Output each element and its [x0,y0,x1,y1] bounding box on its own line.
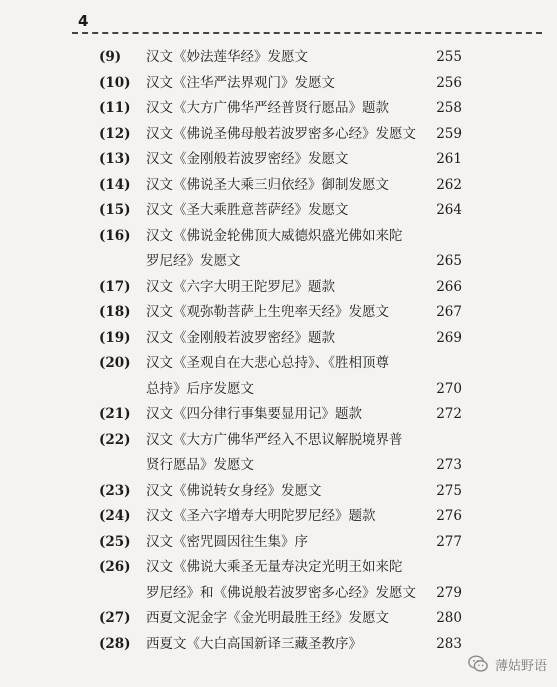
entry-page-number: 280 [436,610,462,626]
entry-number: (12) [99,125,131,142]
entry-page-number: 279 [436,584,462,601]
entry-page-number: 275 [436,482,462,499]
entry-title: 汉文《密咒圆因往生集》序 [146,533,308,550]
entry-title: 罗尼经》发愿文 [146,253,241,269]
toc-line [0,122,557,148]
entry-title: 汉文《金刚般若波罗密经》题款 [146,329,335,346]
toc-line [0,402,557,428]
entry-number: (18) [99,304,131,320]
entry-number: (22) [99,431,131,448]
entry-number: (11) [99,100,131,116]
toc-line [0,275,557,301]
toc-line [0,224,557,250]
entry-number: (24) [99,508,131,524]
entry-title: 汉文《佛说圣大乘三归依经》御制发愿文 [146,176,389,193]
toc-entry [0,326,557,352]
toc-line [0,504,557,530]
toc-line [0,198,557,224]
toc-entry [0,71,557,97]
entry-number: (25) [99,533,131,550]
toc-entry [0,147,557,173]
entry-page-number: 261 [436,151,462,167]
entry-page-number: 272 [436,406,462,422]
entry-title: 西夏文《大白高国新译三藏圣教序》 [146,635,362,652]
toc-line [0,351,557,377]
entry-title: 汉文《大方广佛华严经入不思议解脱境界普 [146,431,403,448]
toc-line [0,71,557,97]
toc-entry [0,224,557,275]
toc-line [0,377,557,403]
toc-line [0,147,557,173]
entry-title: 汉文《佛说圣佛母般若波罗密多心经》发愿文 [146,125,416,142]
toc-entry [0,530,557,556]
entry-title: 罗尼经》和《佛说般若波罗密多心经》发愿文 [146,584,416,601]
toc-entry [0,300,557,326]
entry-title: 汉文《佛说转女身经》发愿文 [146,482,322,499]
watermark-text: 薄姑野语 [494,658,547,674]
toc-line [0,173,557,199]
entry-title: 汉文《佛说金轮佛顶大威德炽盛光佛如来陀 [146,227,403,244]
entry-title: 汉文《金刚般若波罗密经》发愿文 [146,151,349,167]
entry-page-number: 255 [436,49,462,65]
entry-number: (21) [99,406,131,422]
toc-line [0,530,557,556]
toc-entry [0,173,557,199]
entry-number: (19) [99,329,131,346]
toc-line [0,45,557,71]
toc-line [0,96,557,122]
toc-entry [0,402,557,428]
entry-number: (9) [99,49,122,65]
watermark [467,653,547,675]
entry-number: (26) [99,559,131,575]
entry-page-number: 265 [436,253,462,269]
toc-line [0,453,557,479]
entry-title: 汉文《妙法莲华经》发愿文 [146,49,308,65]
top-rule [72,32,542,34]
toc-entry [0,504,557,530]
toc-entry [0,606,557,632]
entry-number: (28) [99,635,131,652]
entry-number: (20) [99,355,131,371]
wechat-icon [467,653,489,675]
toc-line [0,428,557,454]
entry-title: 汉文《圣大乘胜意菩萨经》发愿文 [146,202,349,218]
toc-entry [0,275,557,301]
entry-page-number: 269 [436,329,462,346]
toc-entry [0,351,557,402]
entry-title: 汉文《观弥勒菩萨上生兜率天经》发愿文 [146,304,389,320]
page-mark: 4 [78,12,89,30]
entry-title: 汉文《大方广佛华严经普贤行愿品》题款 [146,100,389,116]
entry-number: (15) [99,202,131,218]
entry-page-number: 258 [436,100,462,116]
entry-title: 汉文《六字大明王陀罗尼》题款 [146,278,335,295]
toc-line [0,300,557,326]
entry-page-number: 266 [436,278,462,295]
toc-line [0,581,557,607]
entry-page-number: 277 [436,533,462,550]
entry-title: 贤行愿品》发愿文 [146,457,254,473]
entry-title: 西夏文泥金字《金光明最胜王经》发愿文 [146,610,389,626]
entry-page-number: 267 [436,304,462,320]
toc-line [0,326,557,352]
entry-title: 汉文《圣六字增寿大明陀罗尼经》题款 [146,508,376,524]
entry-title: 汉文《注华严法界观门》发愿文 [146,74,335,91]
entry-number: (10) [99,74,131,91]
entry-page-number: 259 [436,125,462,142]
entry-page-number: 262 [436,176,462,193]
entry-number: (17) [99,278,131,295]
toc-entry [0,428,557,479]
toc-entry [0,555,557,606]
toc-list [0,45,557,657]
entry-page-number: 283 [436,635,462,652]
toc-entry [0,122,557,148]
entry-page-number: 264 [436,202,462,218]
entry-title: 汉文《圣观自在大悲心总持》、《胜相顶尊 [146,355,389,371]
entry-page-number: 276 [436,508,462,524]
entry-page-number: 273 [436,457,462,473]
entry-number: (23) [99,482,131,499]
entry-page-number: 256 [436,74,462,91]
entry-number: (14) [99,176,131,193]
toc-entry [0,198,557,224]
entry-title: 汉文《四分律行事集要显用记》题款 [146,406,362,422]
toc-entry [0,479,557,505]
toc-line [0,249,557,275]
toc-line [0,606,557,632]
entry-number: (13) [99,151,131,167]
entry-number: (27) [99,610,131,626]
toc-entry [0,96,557,122]
toc-line [0,555,557,581]
toc-entry [0,45,557,71]
entry-number: (16) [99,227,131,244]
toc-line [0,479,557,505]
entry-page-number: 270 [436,380,462,397]
entry-title: 汉文《佛说大乘圣无量寿决定光明王如来陀 [146,559,403,575]
entry-title: 总持》后序发愿文 [146,380,254,397]
